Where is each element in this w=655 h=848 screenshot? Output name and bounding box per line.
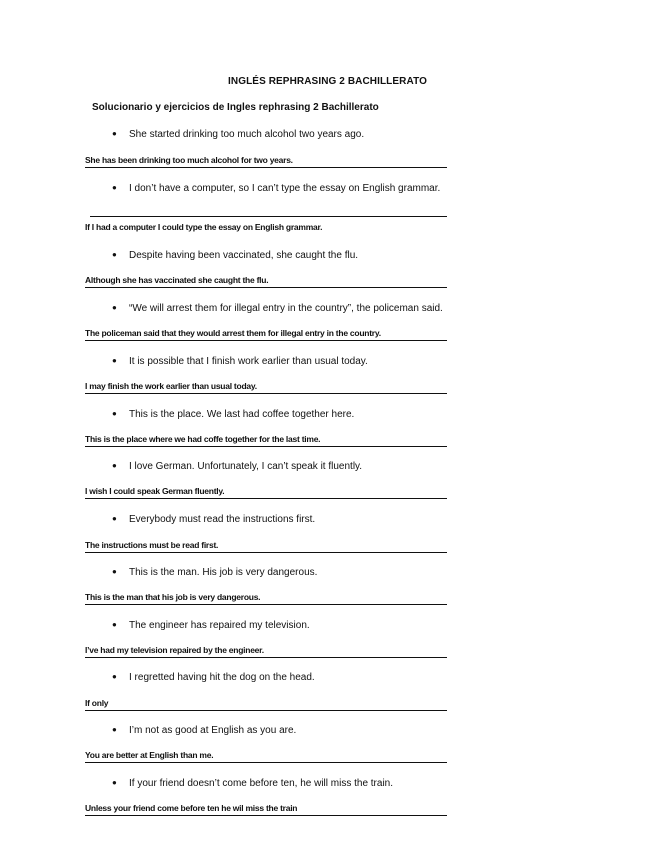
prompt-text: I’m not as good at English as you are. xyxy=(129,725,297,736)
exercise-answer: Unless your friend come before ten he wil miss the train xyxy=(85,803,447,816)
prompt-text: Despite having been vaccinated, she caught the flu. xyxy=(129,250,359,261)
prompt-text: This is the man. His job is very dangerous. xyxy=(129,567,318,578)
exercise-answer: I wish I could speak German fluently. xyxy=(85,486,447,499)
document-subtitle: Solucionario y ejercicios de Ingles rephrasing 2 Bachillerato xyxy=(92,102,379,113)
prompt-text: I love German. Unfortunately, I can’t speak it fluently. xyxy=(129,461,363,472)
exercise-answer: The instructions must be read first. xyxy=(85,540,447,553)
bullet-icon: ● xyxy=(112,356,117,365)
answer-separator-line xyxy=(90,216,447,217)
prompt-text: The engineer has repaired my television. xyxy=(129,620,310,631)
bullet-icon: ● xyxy=(112,672,117,681)
prompt-text: It is possible that I finish work earlier than usual today. xyxy=(129,356,368,367)
exercise-answer: I’ve had my television repaired by the engineer. xyxy=(85,645,447,658)
bullet-icon: ● xyxy=(112,461,117,470)
exercise-prompt xyxy=(112,409,354,420)
exercise-prompt xyxy=(112,725,296,736)
bullet-icon: ● xyxy=(112,129,117,138)
exercise-answer: If only xyxy=(85,698,447,711)
exercise-answer: If I had a computer I could type the essay on English grammar. xyxy=(85,222,323,232)
exercise-answer: This is the man that his job is very dangerous. xyxy=(85,592,447,605)
exercise-prompt xyxy=(112,620,310,631)
bullet-icon: ● xyxy=(112,514,117,523)
bullet-icon: ● xyxy=(112,620,117,629)
exercise-prompt xyxy=(112,567,317,578)
exercise-answer: The policeman said that they would arrest them for illegal entry in the country. xyxy=(85,328,447,341)
exercise-prompt xyxy=(112,183,440,194)
exercise-answer: Although she has vaccinated she caught the flu. xyxy=(85,275,447,288)
bullet-icon: ● xyxy=(112,250,117,259)
exercise-answer: This is the place where we had coffe together for the last time. xyxy=(85,434,447,447)
prompt-text: I regretted having hit the dog on the head. xyxy=(129,672,315,683)
bullet-icon: ● xyxy=(112,303,117,312)
bullet-icon: ● xyxy=(112,778,117,787)
prompt-text: If your friend doesn’t come before ten, he will miss the train. xyxy=(129,778,394,789)
exercise-prompt xyxy=(112,514,315,525)
prompt-text: “We will arrest them for illegal entry in the country”, the policeman said. xyxy=(129,303,443,314)
exercise-prompt xyxy=(112,250,358,261)
prompt-text: This is the place. We last had coffee together here. xyxy=(129,409,355,420)
exercise-prompt xyxy=(112,303,443,314)
exercise-answer: You are better at English than me. xyxy=(85,750,447,763)
exercise-prompt xyxy=(112,356,368,367)
exercise-prompt xyxy=(112,778,393,789)
bullet-icon: ● xyxy=(112,725,117,734)
exercise-prompt xyxy=(112,672,315,683)
prompt-text: Everybody must read the instructions first. xyxy=(129,514,316,525)
exercise-answer: I may finish the work earlier than usual today. xyxy=(85,381,447,394)
exercise-prompt xyxy=(112,129,364,140)
bullet-icon: ● xyxy=(112,183,117,192)
exercise-prompt xyxy=(112,461,362,472)
prompt-text: She started drinking too much alcohol two years ago. xyxy=(129,129,365,140)
exercise-answer: She has been drinking too much alcohol for two years. xyxy=(85,155,447,168)
prompt-text: I don’t have a computer, so I can’t type the essay on English grammar. xyxy=(129,183,441,194)
document-title: INGLÉS REPHRASING 2 BACHILLERATO xyxy=(228,76,427,87)
bullet-icon: ● xyxy=(112,567,117,576)
bullet-icon: ● xyxy=(112,409,117,418)
